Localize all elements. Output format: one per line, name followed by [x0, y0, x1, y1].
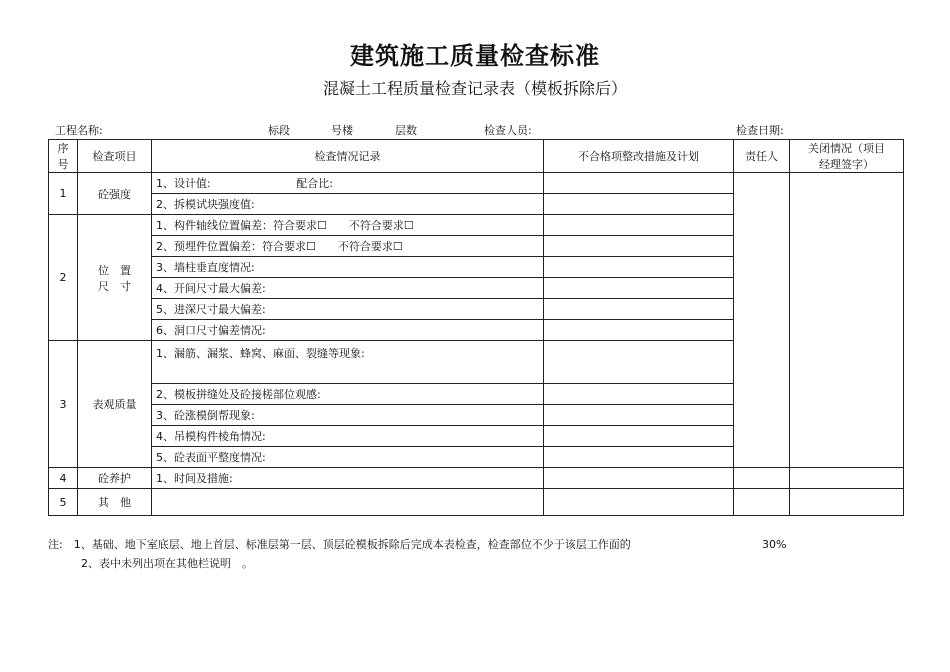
header-close: 关闭情况（项目 经理签字）: [790, 140, 904, 173]
rectify-cell[interactable]: [544, 447, 734, 468]
group-name: 表观质量: [78, 341, 152, 468]
person-cell[interactable]: [734, 173, 790, 468]
record-cell[interactable]: [152, 489, 544, 516]
building-label: 号楼: [331, 124, 353, 137]
rectify-cell[interactable]: [544, 489, 734, 516]
record-cell[interactable]: 2、模板拼缝处及砼接槎部位观感:: [152, 384, 544, 405]
rectify-cell[interactable]: [544, 194, 734, 215]
record-cell[interactable]: 4、吊模构件棱角情况:: [152, 426, 544, 447]
close-cell[interactable]: [790, 489, 904, 516]
table-row: [49, 489, 904, 516]
rectify-cell[interactable]: [544, 468, 734, 489]
record-cell[interactable]: 1、漏筋、漏浆、蜂窝、麻面、裂缝等现象:: [152, 341, 544, 384]
group-number: 4: [49, 468, 78, 489]
record-cell[interactable]: 1、构件轴线位置偏差：符合要求☐ 不符合要求☐: [152, 215, 544, 236]
record-cell[interactable]: 4、开间尺寸最大偏差:: [152, 278, 544, 299]
note-percentage: 30%: [762, 538, 787, 551]
person-cell[interactable]: [734, 468, 790, 489]
rectify-cell[interactable]: [544, 384, 734, 405]
rectify-cell[interactable]: [544, 257, 734, 278]
project-name-label: 工程名称:: [55, 124, 103, 137]
header-row: [49, 140, 904, 173]
header-record: 检查情况记录: [152, 140, 544, 173]
record-cell[interactable]: 1、设计值: 配合比:: [152, 173, 544, 194]
notes: [48, 535, 787, 573]
close-cell[interactable]: [790, 468, 904, 489]
note-2: 2、表中未列出项在其他栏说明 。: [48, 557, 253, 570]
rectify-cell[interactable]: [544, 426, 734, 447]
note-1: 注: 1、基础、地下室底层、地上首层、标准层第一层、顶层砼模板拆除后完成本表检查，检查部位不少于该层工作面的 30%: [48, 535, 631, 554]
inspector-label: 检查人员:: [484, 124, 532, 137]
record-cell[interactable]: 2、预埋件位置偏差：符合要求☐ 不符合要求☐: [152, 236, 544, 257]
rectify-cell[interactable]: [544, 278, 734, 299]
mix-ratio-label: 配合比:: [296, 177, 333, 190]
group-number: 3: [49, 341, 78, 468]
date-label: 检查日期:: [736, 124, 784, 137]
record-cell[interactable]: 5、砼表面平整度情况:: [152, 447, 544, 468]
rectify-cell[interactable]: [544, 173, 734, 194]
rectify-cell[interactable]: [544, 405, 734, 426]
inspection-table: [48, 139, 904, 516]
document-subtitle: 混凝土工程质量检查记录表（模板拆除后）: [322, 79, 627, 98]
group-number: 1: [49, 173, 78, 215]
record-cell[interactable]: 3、墙柱垂直度情况:: [152, 257, 544, 278]
group-number: 2: [49, 215, 78, 341]
section-label: 标段: [268, 124, 290, 137]
table-row: [49, 468, 904, 489]
close-cell[interactable]: [790, 173, 904, 468]
rectify-cell[interactable]: [544, 236, 734, 257]
group-number: 5: [49, 489, 78, 516]
rectify-cell[interactable]: [544, 215, 734, 236]
person-cell[interactable]: [734, 489, 790, 516]
document-title: 建筑施工质量检查标准: [350, 42, 600, 70]
header-item: 检查项目: [78, 140, 152, 173]
group-name: 砼强度: [78, 173, 152, 215]
record-cell[interactable]: 6、洞口尺寸偏差情况:: [152, 320, 544, 341]
record-cell[interactable]: 2、拆模试块强度值:: [152, 194, 544, 215]
rectify-cell[interactable]: [544, 320, 734, 341]
record-cell[interactable]: 1、时间及措施:: [152, 468, 544, 489]
table-row: [49, 173, 904, 194]
group-name: 位 置 尺 寸: [78, 215, 152, 341]
rectify-cell[interactable]: [544, 341, 734, 384]
floor-label: 层数: [395, 124, 417, 137]
header-seq: 序 号: [49, 140, 78, 173]
header-rectify: 不合格项整改措施及计划: [544, 140, 734, 173]
group-name: 砼养护: [78, 468, 152, 489]
header-person: 责任人: [734, 140, 790, 173]
record-cell[interactable]: 3、砼涨模倒帮现象:: [152, 405, 544, 426]
record-cell[interactable]: 5、进深尺寸最大偏差:: [152, 299, 544, 320]
group-name: 其 他: [78, 489, 152, 516]
rectify-cell[interactable]: [544, 299, 734, 320]
